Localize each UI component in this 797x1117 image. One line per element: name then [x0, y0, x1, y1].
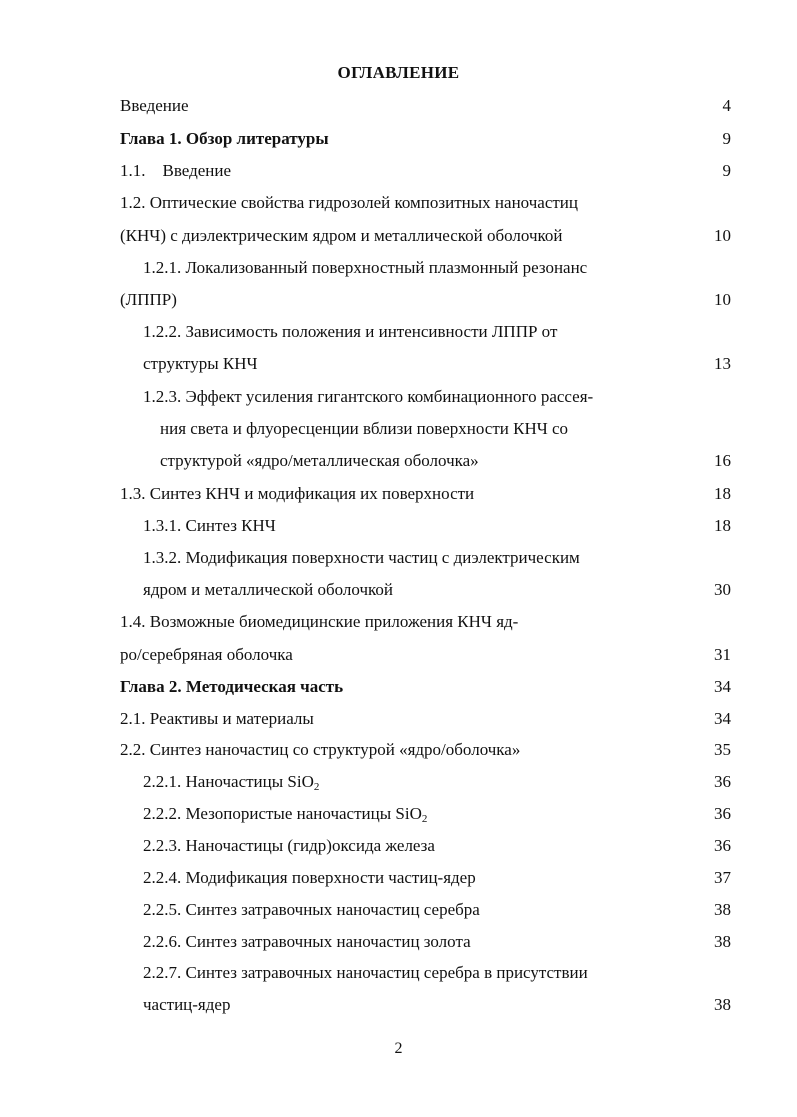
toc-entry: [0, 770, 797, 794]
toc-entry-page: 16: [714, 451, 731, 470]
toc-entry: [0, 738, 797, 762]
toc-entry-page: 38: [714, 900, 731, 919]
toc-entry-page: 9: [722, 129, 731, 148]
toc-entry-text: 2.2.6. Синтез затравочных наночастиц золота: [143, 932, 471, 951]
toc-entry: [0, 514, 797, 538]
toc-entry: [0, 159, 797, 183]
toc-entry-text: 1.2.1. Локализованный поверхностный плазмонный резонанс: [143, 258, 588, 277]
toc-entry: [0, 643, 797, 667]
toc-entry-text: 1.2.2. Зависимость положения и интенсивности ЛППР от: [143, 322, 558, 341]
subscript: 2: [313, 781, 320, 793]
toc-entry-text: 1.2.3. Эффект усиления гигантского комбинационного рассея-: [143, 387, 594, 406]
toc-entry-page: 34: [714, 709, 731, 728]
toc-entry-text: 2.2.7. Синтез затравочных наночастиц серебра в присутствии: [143, 963, 588, 982]
toc-entry: [0, 898, 797, 922]
toc-entry-text: ядром и металлической оболочкой: [143, 580, 394, 599]
toc-entry-text: 1.3.2. Модификация поверхности частиц с диэлектрическим: [143, 548, 580, 567]
toc-entry: [0, 707, 797, 731]
toc-entry: [0, 288, 797, 312]
toc-entry: [0, 802, 797, 826]
page-title: ОГЛАВЛЕНИЕ: [337, 63, 460, 82]
toc-entry: [0, 417, 797, 441]
toc-entry-page: 36: [714, 804, 731, 823]
toc-entry-text: Глава 2. Методическая часть: [120, 677, 344, 696]
toc-entry-page: 37: [714, 868, 731, 887]
toc-entry-text: частиц-ядер: [143, 995, 231, 1014]
toc-entry: [0, 127, 797, 151]
toc-entry-text: 1.4. Возможные биомедицинские приложения КНЧ яд-: [120, 612, 519, 631]
toc-entry-page: 30: [714, 580, 731, 599]
toc-entry-text: 1.3. Синтез КНЧ и модификация их поверхности: [120, 484, 475, 503]
toc-entry-page: 34: [714, 677, 731, 696]
toc-entry-text: 1.1. Введение: [120, 161, 232, 180]
toc-entry-page: 4: [722, 96, 731, 115]
toc-entry-page: 36: [714, 836, 731, 855]
toc-entry-page: 38: [714, 932, 731, 951]
toc-entry-page: 35: [714, 740, 731, 759]
toc-entry: [0, 993, 797, 1017]
toc-entry-text: структуры КНЧ: [143, 354, 258, 373]
toc-entry: [0, 578, 797, 602]
toc-entry-page: 38: [714, 995, 731, 1014]
toc-entry: [0, 256, 797, 280]
toc-entry-text: 2.1. Реактивы и материалы: [120, 709, 314, 728]
toc-entry-text: Глава 1. Обзор литературы: [120, 129, 329, 148]
toc-entry-text: ния света и флуоресценции вблизи поверхности КНЧ со: [160, 419, 569, 438]
subscript: 2: [421, 813, 428, 825]
toc-entry-text: Введение: [120, 96, 189, 115]
toc-entry: [0, 385, 797, 409]
toc-entry: [0, 610, 797, 634]
toc-entry: [0, 546, 797, 570]
toc-entry: [0, 930, 797, 954]
toc-entry-text: ро/серебряная оболочка: [120, 645, 293, 664]
toc-entry: [0, 224, 797, 248]
toc-entry: [0, 675, 797, 699]
toc-entry-page: 13: [714, 354, 731, 373]
toc-entry-text: 2.2.5. Синтез затравочных наночастиц серебра: [143, 900, 480, 919]
toc-entry: [0, 191, 797, 215]
toc-entry-page: 36: [714, 772, 731, 791]
toc-entry: [0, 449, 797, 473]
toc-entry-page: 18: [714, 516, 731, 535]
toc-entry-text: 2.2.4. Модификация поверхности частиц-ядер: [143, 868, 476, 887]
toc-entry-page: 10: [714, 290, 731, 309]
toc-entry-text: 2.2.1. Наночастицы SiO$_2$: [143, 772, 320, 793]
toc-entry-text: 2.2.2. Мезопористые наночастицы SiO$_2$: [143, 804, 428, 825]
toc-entry-page: 31: [714, 645, 731, 664]
toc-entry-text: 1.2. Оптические свойства гидрозолей композитных наночастиц: [120, 193, 578, 212]
toc-entry-text: (ЛППР): [120, 290, 177, 309]
toc-entry: [0, 352, 797, 376]
toc-entry: [0, 834, 797, 858]
toc-entry-page: 18: [714, 484, 731, 503]
toc-entry: [0, 94, 797, 118]
toc-entry-page: 9: [722, 161, 731, 180]
toc-entry: [0, 320, 797, 344]
toc-entry: [0, 482, 797, 506]
toc-entry-text: (КНЧ) с диэлектрическим ядром и металлической оболочкой: [120, 226, 563, 245]
toc-entry: [0, 866, 797, 890]
toc-entry-text: 2.2.3. Наночастицы (гидр)оксида железа: [143, 836, 435, 855]
toc-entry-text: структурой «ядро/металлическая оболочка»: [160, 451, 479, 470]
toc-entry-text: 1.3.1. Синтез КНЧ: [143, 516, 276, 535]
toc-entry-page: 10: [714, 226, 731, 245]
toc-entry: [0, 961, 797, 985]
toc-entry-text: 2.2. Синтез наночастиц со структурой «ядро/оболочка»: [120, 740, 521, 759]
page-number: 2: [394, 1040, 403, 1057]
